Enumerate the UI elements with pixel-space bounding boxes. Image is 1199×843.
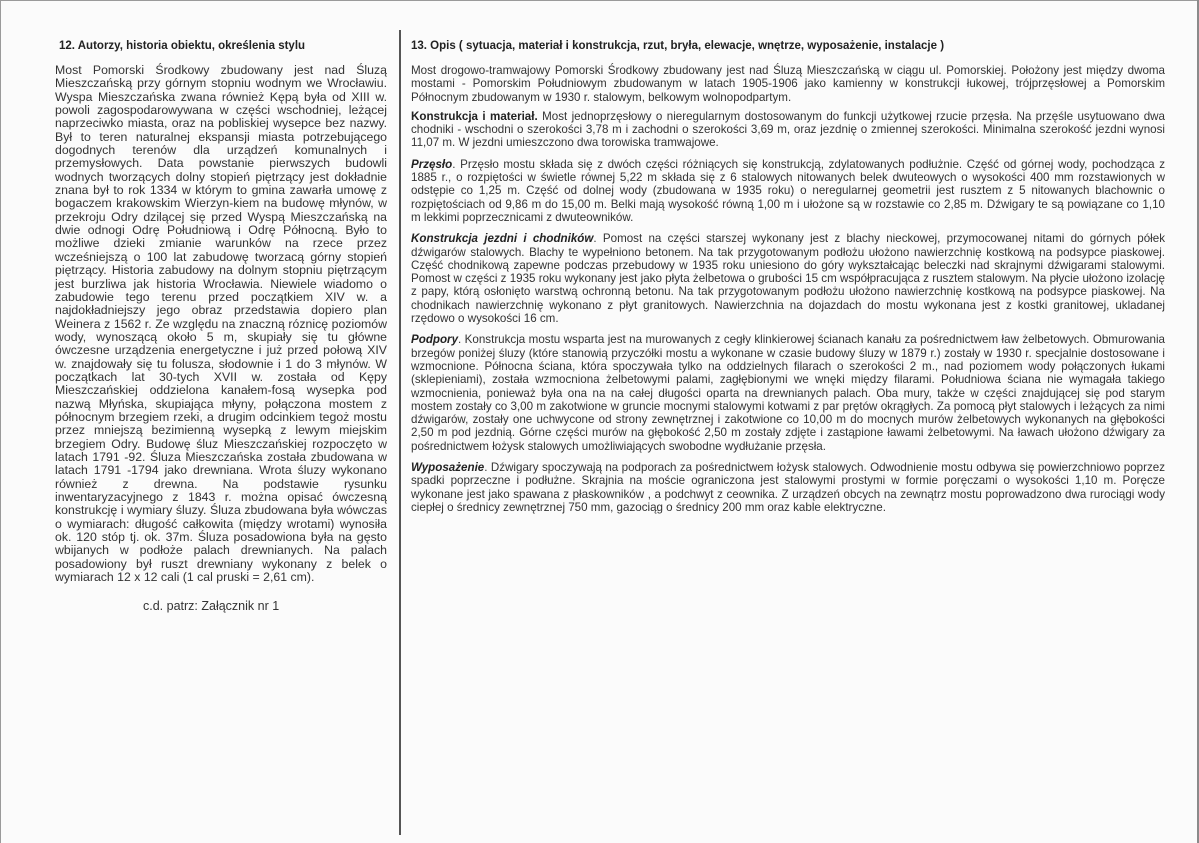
section-lead: Podpory xyxy=(411,333,459,347)
page-border-left xyxy=(0,0,1,843)
section-lead: Konstrukcja jezdni i chodników xyxy=(411,232,594,246)
section-text: . Przęsło mostu składa się z dwóch części różniących się konstrukcją, zdylatowanych podłużnie. Część od górnej wody, pochodząca z 1885 r., o rozpiętości w świetle równej 5,22 m składa się z 6 stalowych nitowanych belek dwuteowych o wysokości 400 mm rozstawionych w odstępie co 1,25 m. Część od dolnej wody (zbudowana w 1935 roku) o neregularnej geometrii jest rusztem z 5 nitowanych blachownic o rozpiętościach od 9,86 m do 15,00 m. Belki mają wysokość równą 1,00 m i ułożone są w rozstawie co 2,85 m. Dźwigary te są powiązane co 1,10 m lekkimi poprzecznicami z dwuteowników. xyxy=(411,157,1165,224)
section-text: . Konstrukcja mostu wsparta jest na murowanych z cegły klinkierowej ścianach kanału za pośrednictwem ław żelbetowych. Obmurowania brzegów poniżej śluzy (które stanowią przyczółki mostu a wykonane w czasie budowy śluzy w 1879 r.) zostały w 1930 r. specjalnie dostosowane i wzmocnione. Północna ściana, która spoczywała tylko na oddzielnych filarach o szerokości 2 m., nad poziomem wody połączonych łukami (sklepieniami), została wzmocniona żelbetowymi palami, zagłębionymi we wnęki między filarami. Południowa ściana nie wymagała takiego wzmocnienia, ponieważ była ona na na całej długości oparta na drewnianych palach. Oba mury, także w części znajdującej się pod starym mostem zostały co 3,00 m zakotwione w gruncie mocnymi stalowymi kotwami z par prętów okrągłych. Za pomocą płyt stalowych i leżących za nimi dźwigarów, zostały one uchwycone od strony zewnętrznej i zakotwione co 10,00 m do mocnych murów żelbetowych wykonanych na głębokości 2,50 m pod jezdnią. Górne części murów na głębokość 2,50 m zostały zdjęte i zastąpione ławami żelbetowymi. Na ławach ułożono dźwigary za pośrednictwem łożysk stalowych umożliwiających swobodne wydłużanie przęsła. xyxy=(411,333,1165,453)
history-heading: 12. Autorzy, historia obiektu, określenia stylu xyxy=(59,40,306,52)
section-paragraph xyxy=(411,158,1165,224)
section-lead: Konstrukcja i materiał. xyxy=(411,109,538,123)
description-heading: 13. Opis ( sytuacja, materiał i konstrukcja, rzut, bryła, elewacje, wnętrze, wyposażenie, instalacje ) xyxy=(411,40,945,52)
section-text: . Pomost na części starszej wykonany jest z blachy nieckowej, przymocowanej nitami do górnych półek dźwigarów stalowych. Blachy te wypełniono betonem. Na tak przygotowanym podłożu ułożono nawierzchnię kostkową na podsypce piaskowej. Część chodnikową zapewne podczas przebudowy w 1935 roku uniesiono do góry wykształcając beleczki nad skrajnymi dźwigarami stalowymi. Pomost w części z 1935 roku wykonany jest jako płyta żelbetowa o grubości 15 cm współpracująca z rusztem stalowym. Na płycie ułożono izolację z papy, którą osłonięto warstwą ochronną betonu. Na tak przygotowanym podłożu ułożono nawierzchnię kostkową na podsypce piaskowej. Na chodnikach nawierzchnię wykonano z płyt granitowych. Nawierzchnia na dojazdach do mostu wykonana jest z kostki granitowej, ukladanej rzędowo o wysokości 16 cm. xyxy=(411,232,1165,326)
section-paragraph xyxy=(411,333,1165,453)
section-paragraph xyxy=(411,461,1165,514)
continuation-note: c.d. patrz: Załącznik nr 1 xyxy=(143,599,280,614)
description-column xyxy=(411,40,1165,522)
page-border-top xyxy=(0,0,1199,1)
history-column xyxy=(55,40,387,613)
column-divider xyxy=(399,30,401,835)
intro-paragraph: Most drogowo-tramwajowy Pomorski Środkowy zbudowany jest nad Śluzą Mieszczańską w ciągu ul. Pomorskiej. Położony jest między dwoma mostami - Pomorskim Południowym zbudowanym w latach 1905-1906 jako kamienny w konstrukcji łukowej, trójprzęsłowej a Pomorskim Północnym zbudowanym w 1930 r. stalowym, belkowym wolnopodpartym. xyxy=(411,64,1165,104)
section-lead: Przęsło xyxy=(411,157,453,171)
section-text: . Dźwigary spoczywają na podporach za pośrednictwem łożysk stalowych. Odwodnienie mostu odbywa się powierzchniowo poprzez spadki poprzeczne i podłużne. Skrajnia na moście ograniczona jest stalowymi prostymi w formie poręczami o wysokości 1,10 m. Poręcze wykonane jest jako spawana z płaskowników , a podchwyt z ceownika. Z urządzeń obcych na zewnątrz mostu poprowadzono dwa rurociągi wody ciepłej o średnicy zewnętrznej 750 mm, gazociąg o średnicy 200 mm oraz kable elektryczne. xyxy=(411,461,1165,514)
history-body: Most Pomorski Środkowy zbudowany jest nad Śluzą Mieszczańską przy górnym stopniu wodnym we Wrocławiu. Wyspa Mieszczańska zwana również Kępą była od XIII w. powoli zagospodarowywana w części wschodniej, leżącej naprzeciwko miasta, oraz na pobliskiej wysepce bez nazwy. Był to teren naturalnej ekspansji miasta potrzebującego dogodnych terenów dla urządzeń komunalnych i przemysłowych. Data powstanie pierwszych budowli wodnych tworzących dolny stopień piętrzący jest dokładnie znana był to rok 1334 w którym to gmina zawarła umowę z bogaczem krakowskim Wierzyn-kiem na budowę młynów, w przekroju Odry dzilącej się przed Wyspą Mieszczańską na dwie odnogi Odrę Południową i Odrę Północną. Było to możliwe dzieki zmianie warunków na rzece przez wcześniejszą o 100 lat zabudowę tworzacą górny stopień piętrzący. Historia zabudowy na dolnym stopniu piętrzącym jest burzliwa jak historia Wrocławia. Niewiele wiadomo o zabudowie tego terenu przed początkiem XIV w. a najdokładniejszy jego obraz przedstawia dopiero plan Weinera z 1562 r. Ze względu na znaczną róznicę poziomów wody, wynoszącą około 5 m, skupiały się tu główne ówczesne urządzenia energetyczne i już przed połową XIV w. znajdowały się tu folusza, słodownie i 1 do 3 młynów. W początkach lat 30-tych XVII w. została od Kępy Mieszczańskiej oddzielona kanałem-fosą wysepka pod nazwą Młyńska, skupiająca młyny, połączona mostem z północnym brzegiem rzeki, a drugim odcinkiem tegoż mostu przez mniejszą bezimienną wysepką z lewym miejskim brzegiem Odry. Budowę śluz Mieszczańskiej rozpoczęto w latach 1791 -92. Śluza Mieszczańska została zbudowana w latach 1791 -1794 jako drewniana. Wrota śluzy wykonano również z drewna. Na podstawie rysunku inwentaryzacyjnego z 1843 r. można opisać ówczesną konstrukcję i wymiary śluzy. Śluza zbudowana była wówczas o wymiarach: długość całkowita (między wrotami) wynosiła ok. 120 stóp tj. ok. 37m. Śluza posadowiona była na gęsto wbijanych w podłoże palach drewnianych. Na palach posadowiony był ruszt drewniany wykonany z belek o wymiarach 12 x 12 cali (1 cal pruski = 2,61 cm). xyxy=(55,63,387,585)
section-text: Most jednoprzęsłowy o nieregularnym dostosowanym do funkcji użytkowej rzucie przęsła. Na przęśle usytuowano dwa chodniki - wschodni o szerokości 3,78 m i zachodni o szerokości 3,69 m, oraz jezdnię o zmiennej szerokości. Minimalna szerokość jezdni wynosi 11,07 m. W jezdni umieszczono dwa torowiska tramwajowe. xyxy=(411,109,1165,150)
section-paragraph xyxy=(411,232,1165,325)
section-paragraph xyxy=(411,110,1165,150)
section-lead: Wyposażenie xyxy=(411,461,485,475)
